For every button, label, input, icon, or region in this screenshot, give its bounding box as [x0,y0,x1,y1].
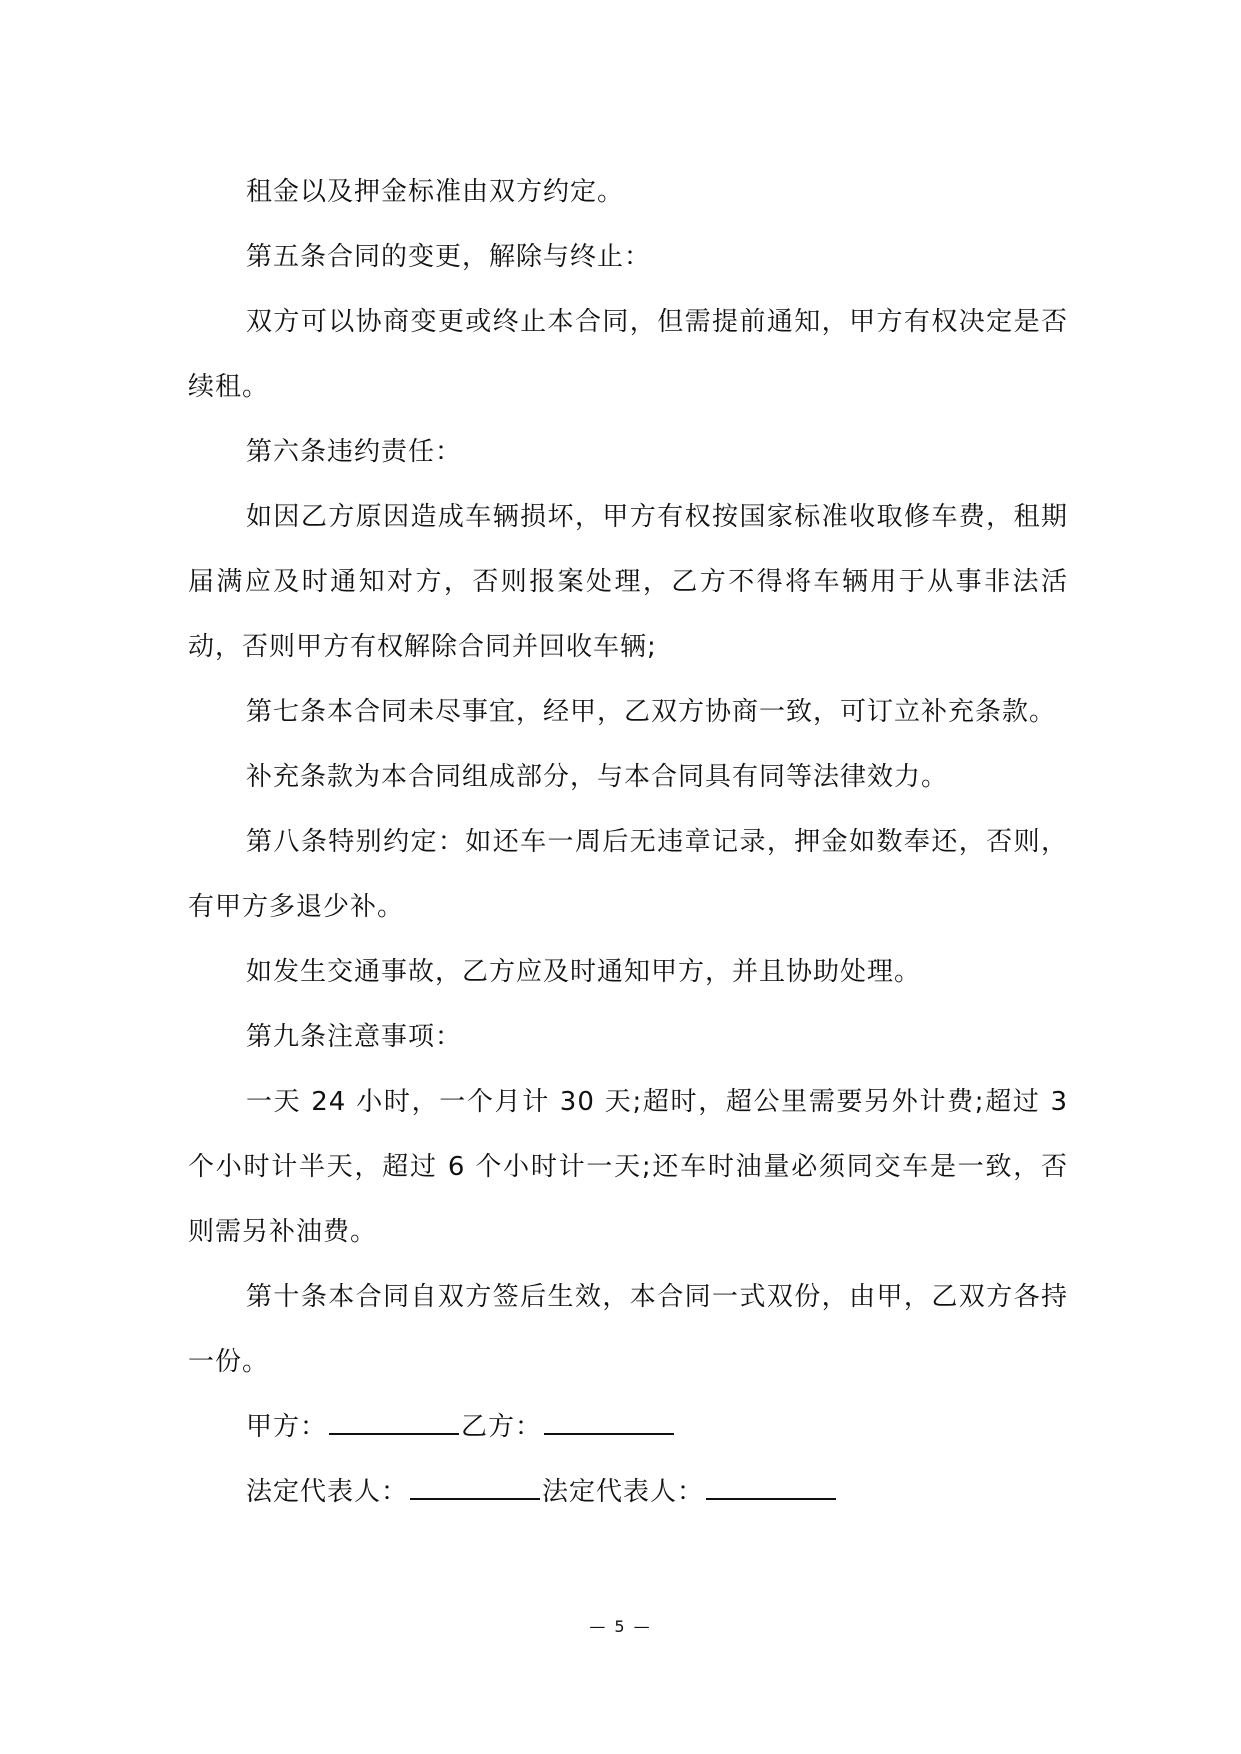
clause-heading: 第九条注意事项： [246,1022,463,1052]
rep-b-label: 法定代表人： [542,1477,705,1507]
clause-heading: 第八条特别约定：如还车一周后无违章记录，押金如数奉还，否则，有甲方多退少补。 [188,827,1068,922]
rep-a-blank[interactable] [410,1478,540,1500]
paragraph: 双方可以协商变更或终止本合同，但需提前通知，甲方有权决定是否续租。 [188,307,1068,402]
rep-a-label: 法定代表人： [246,1477,409,1507]
document-body [188,160,1068,1525]
signature-parties [188,1395,1068,1460]
paragraph: 如发生交通事故，乙方应及时通知甲方，并且协助处理。 [246,957,922,987]
paragraph: 如因乙方原因造成车辆损坏，甲方有权按国家标准收取修车费，租期届满应及时通知对方，否则报案处理，乙方不得将车辆用于从事非法活动，否则甲方有权解除合同并回收车辆; [188,502,1068,662]
party-a-label: 甲方： [246,1412,328,1442]
party-b-blank[interactable] [544,1413,674,1435]
paragraph: 补充条款为本合同组成部分，与本合同具有同等法律效力。 [246,762,949,792]
paragraph: 一天 24 小时，一个月计 30 天;超时，超公里需要另外计费;超过 3 个小时计半天，超过 6 个小时计一天;还车时油量必须同交车是一致，否则需另补油费。 [188,1087,1068,1247]
party-a-blank[interactable] [329,1413,459,1435]
clause-heading: 第七条本合同未尽事宜，经甲，乙双方协商一致，可订立补充条款。 [246,697,1057,727]
paragraph: 租金以及押金标准由双方约定。 [246,177,625,207]
party-b-label: 乙方： [461,1412,543,1442]
rep-b-blank[interactable] [706,1478,836,1500]
clause-heading: 第十条本合同自双方签后生效，本合同一式双份，由甲，乙双方各持一份。 [188,1282,1068,1377]
clause-heading: 第五条合同的变更，解除与终止： [246,242,652,272]
clause-heading: 第六条违约责任： [246,437,463,467]
page-number: — 5 — [589,1617,652,1636]
signature-representatives [188,1460,1068,1525]
